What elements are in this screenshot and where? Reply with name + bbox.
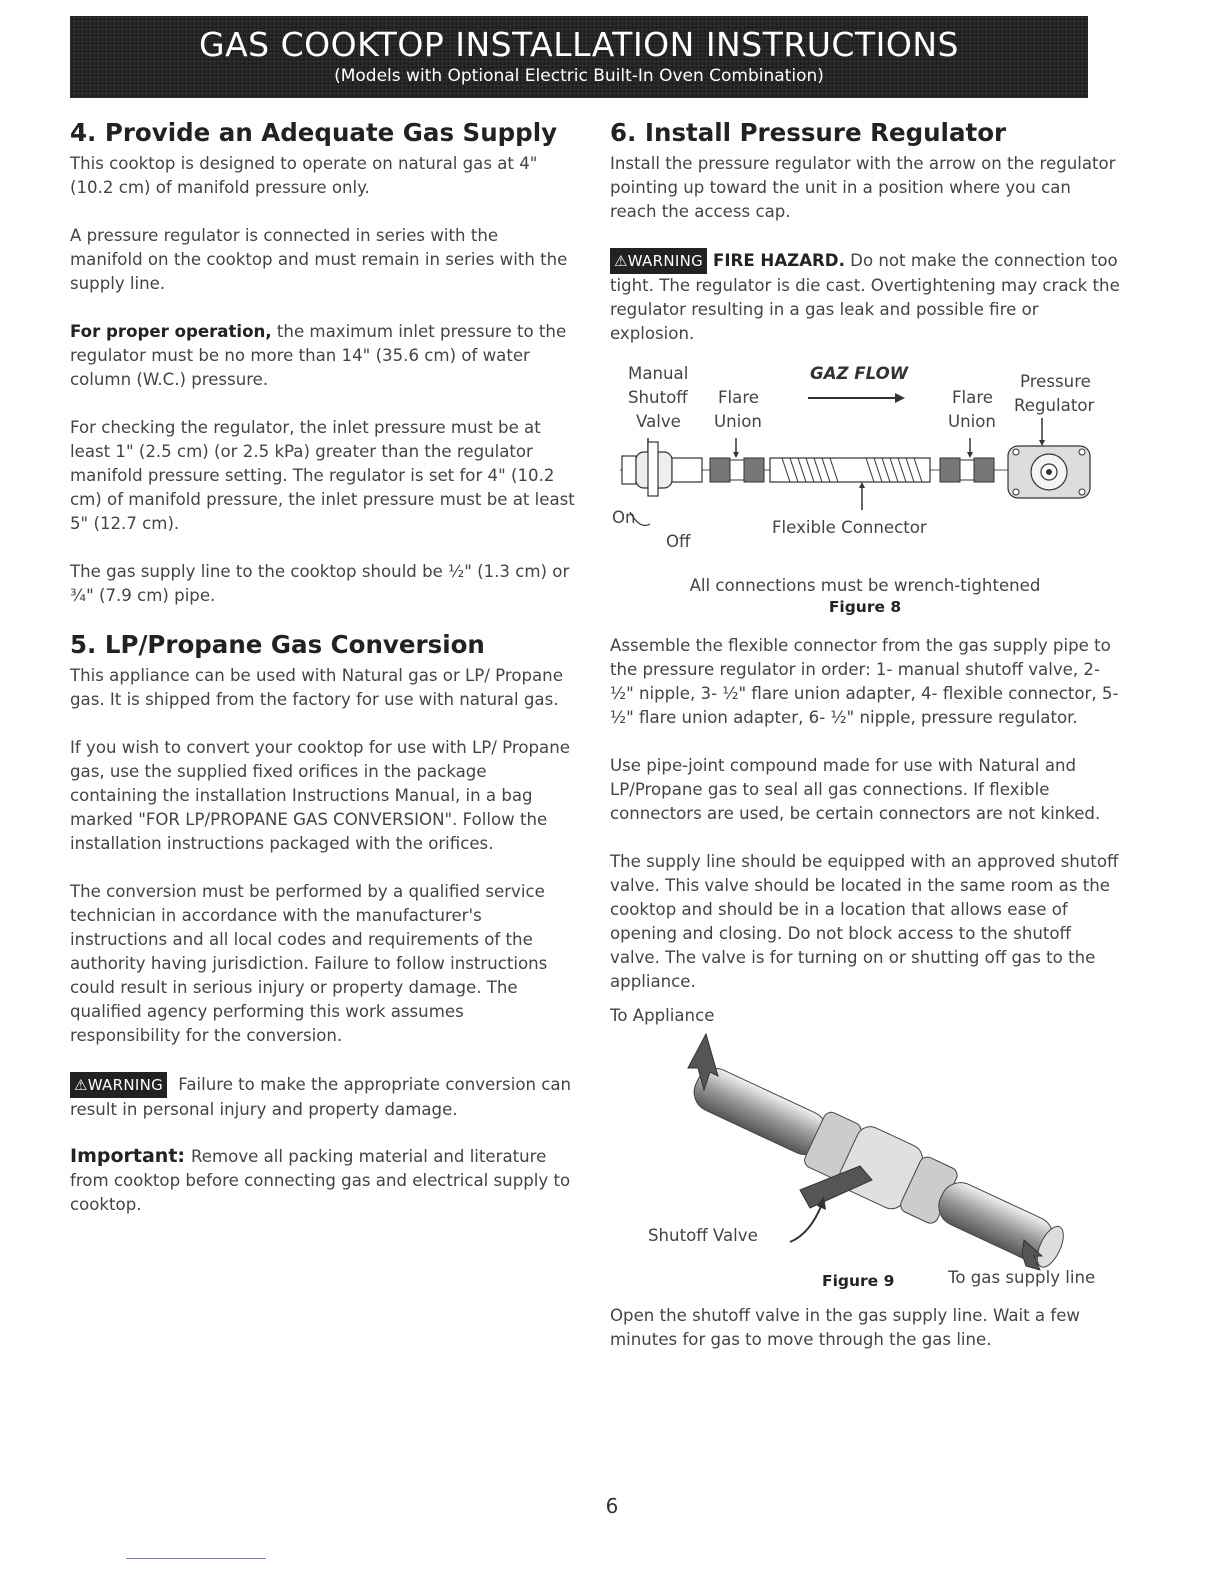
figure-8 (610, 362, 1120, 572)
section5-p2: If you wish to convert your cooktop for use with LP/ Propane gas, use the supplied fixed orifices in the package containing the installation Instructions Manual, in a bag marked "FOR LP/PROPANE GAS CONVERSION". Follow the installation instructions packaged with the orifices. (70, 738, 570, 853)
section5-important-text: Remove all packing material and literature from cooktop before connecting gas and electrical supply to cooktop. (70, 1147, 571, 1214)
section5-important (70, 1144, 575, 1217)
fig8-note: All connections must be wrench-tightened (689, 576, 1041, 595)
section5-warning (70, 1072, 575, 1122)
section6-p3: Use pipe-joint compound made for use with Natural and LP/Propane gas to seal all gas connections. If flexible connectors are used, be certain connectors are not kinked. (610, 756, 1101, 823)
fig8-valve-label: Valve (636, 412, 681, 431)
fig8-shutoff-label: Shutoff (628, 388, 688, 407)
page-subtitle: (Models with Optional Electric Built-In Oven Combination) (334, 66, 824, 86)
important-label: Important: (70, 1145, 186, 1167)
fig8-flare2-label: Flare (952, 388, 993, 407)
fig8-union2-label: Union (948, 412, 996, 431)
page-number: 6 (605, 1494, 619, 1518)
section4-p3 (70, 320, 575, 392)
fig9-shutoff-valve-label: Shutoff Valve (648, 1226, 758, 1245)
header-banner (70, 16, 1088, 98)
proper-operation-label: For proper operation, (70, 322, 272, 341)
section6-p5: Open the shutoff valve in the gas supply line. Wait a few minutes for gas to move through the gas line. (610, 1306, 1080, 1349)
section4-p2: A pressure regulator is connected in series with the manifold on the cooktop and must remain in series with the supply line. (70, 226, 568, 293)
shutoff-valve-illustration (610, 1028, 1120, 1290)
right-column (610, 118, 1120, 1352)
left-column (70, 118, 575, 1217)
section4-heading: 4. Provide an Adequate Gas Supply (70, 118, 558, 147)
fig8-caption: Figure 8 (828, 598, 902, 616)
figure-9 (610, 1028, 1120, 1290)
warning-badge: ⚠WARNING (610, 248, 707, 274)
section6-heading: 6. Install Pressure Regulator (610, 118, 1007, 147)
section6-warning-text: Do not make the connection too tight. The regulator is die cast. Overtightening may crack the regulator resulting in a gas leak and possible fire or explosion. (610, 251, 1120, 343)
fig9-to-appliance-label: To Appliance (610, 1006, 715, 1025)
fig8-manual-label: Manual (628, 364, 689, 383)
section6-p2: Assemble the flexible connector from the gas supply pipe to the pressure regulator in order: 1- manual shutoff valve, 2- ½" nipple, 3- ½" flare union adapter, 4- flexible connector, 5- ½" flare union adapter, 6- ½" nipple, pressure regulator. (610, 636, 1119, 727)
section5-p3: The conversion must be performed by a qualified service technician in accordance with the manufacturer's instructions and all local codes and requirements of the authority having jurisdiction. Failure to follow instructions could result in serious injury or property damage. The qualified agency performing this work assumes responsibility for the conversion. (70, 882, 548, 1045)
footer-rule (126, 1558, 266, 1559)
fig8-off-label: Off (666, 532, 691, 551)
section5-heading: 5. LP/Propane Gas Conversion (70, 630, 485, 659)
fig9-caption: Figure 9 (822, 1272, 895, 1290)
fig8-on-label: On (612, 508, 636, 527)
section5-p1: This appliance can be used with Natural gas or LP/ Propane gas. It is shipped from the factory for use with natural gas. (70, 666, 563, 709)
fig8-flexible-connector-label: Flexible Connector (772, 518, 927, 537)
fig8-gaz-flow-label: GAZ FLOW (810, 364, 908, 383)
fig8-union1-label: Union (714, 412, 762, 431)
warning-badge: ⚠WARNING (70, 1072, 167, 1098)
section6-p4: The supply line should be equipped with an approved shutoff valve. This valve should be located in the same room as the cooktop and should be in a location that allows ease of opening and closing. Do not block access to the shutoff valve. The valve is for turning on or shutting off gas to the appliance. (610, 852, 1119, 991)
section4-p4: For checking the regulator, the inlet pressure must be at least 1" (2.5 cm) (or 2.5 kPa) greater than the regulator manifold pressure setting. The regulator is set for 4" (10.2 cm) of manifold pressure, the inlet pressure must be at least 5" (12.7 cm). (70, 418, 575, 533)
section4-p1: This cooktop is designed to operate on natural gas at 4" (10.2 cm) of manifold pressure only. (70, 154, 538, 197)
fig9-to-supply-label: To gas supply line (948, 1268, 1096, 1287)
section5-warning-text: Failure to make the appropriate conversion can result in personal injury and property damage. (70, 1075, 572, 1119)
section6-warning (610, 248, 1120, 346)
fire-hazard-label: FIRE HAZARD. (713, 251, 845, 270)
fig8-flare1-label: Flare (718, 388, 759, 407)
section4-p5: The gas supply line to the cooktop should be ½" (1.3 cm) or ¾" (7.9 cm) pipe. (70, 562, 570, 605)
fig8-regulator-label: Regulator (1014, 396, 1095, 415)
section6-p1: Install the pressure regulator with the arrow on the regulator pointing up toward the unit in a position where you can reach the access cap. (610, 154, 1116, 221)
page-title: GAS COOKTOP INSTALLATION INSTRUCTIONS (199, 25, 959, 64)
fig8-pressure-label: Pressure (1020, 372, 1091, 391)
section4-p3-text: the maximum inlet pressure to the regulator must be no more than 14" (35.6 cm) of water column (W.C.) pressure. (70, 322, 567, 389)
